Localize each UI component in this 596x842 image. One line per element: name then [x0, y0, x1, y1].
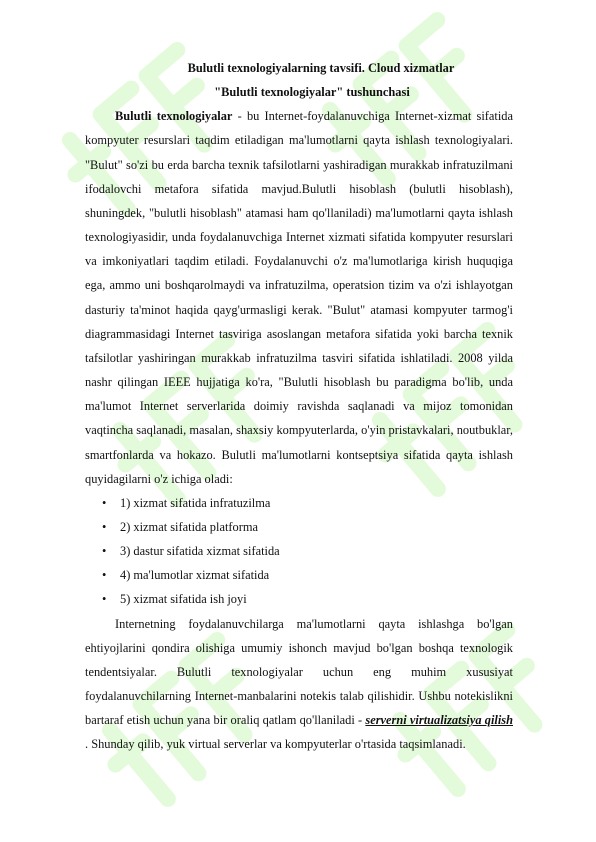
list-item-text: 2) xizmat sifatida platforma: [120, 519, 258, 534]
service-model-list: [85, 491, 513, 612]
list-item: [85, 539, 513, 563]
bullet-icon: •: [102, 495, 107, 510]
list-item: [85, 563, 513, 587]
bullet-icon: •: [102, 568, 107, 583]
bullet-icon: •: [102, 544, 107, 559]
bullet-icon: •: [102, 519, 107, 534]
list-item-text: 3) dastur sifatida xizmat sifatida: [120, 544, 280, 559]
server-virtualization-link[interactable]: serverni virtualizatsiya qilish: [365, 713, 513, 728]
list-item-text: 4) ma'lumotlar xizmat sifatida: [120, 568, 270, 583]
intro-term: Bulutli texnologiyalar: [115, 109, 233, 124]
list-item-text: 1) xizmat sifatida infratuzilma: [120, 495, 271, 510]
list-item: [85, 515, 513, 539]
closing-text-before: Internetning foydalanuvchilarga ma'lumotlarni qayta ishlashga bo'lgan ehtiyojlarini qondira olishiga umumiy ishonch mavjud bo'lgan boshqa texnologik tendentsiyalar. Bulutli texnologiyalar uchun eng muhim xususiyat foydalanuvchilarning Internet-manbalarini notekis talab qilishidir. Ushbu notekislikni bartaraf etish uchun yana bir oraliq qatlam qo'llaniladi -: [85, 616, 513, 728]
section-heading: "Bulutli texnologiyalar" tushunchasi: [214, 85, 410, 100]
intro-text: - bu Internet-foydalanuvchiga Internet-xizmat sifatida kompyuter resurslari taqdim etiladigan ma'lumotlarni qayta ishlash texnologiyalari. "Bulut" so'zi bu erda barcha texnik tafsilotlarni yashiradigan murakkab infratuzilmani ifodalovchi metafora sifatida mavjud.Bulutli hisoblash (bulutli hisoblash), shuningdek, "bulutli hisoblash" atamasi ham qo'llaniladi) ma'lumotlarni qayta ishlash texnologiyasidir, unda foydalanuvchiga Internet xizmati sifatida kompyuter resurslari va imkoniyatlari taqdim etiladi. Foydalanuvchi o'z ma'lumotlariga kirish huquqiga ega, ammo uni boshqarolmaydi va infratuzilma, operatsion tizim va o'zi ishlayotgan dasturiy ta'minot haqida qayg'urmasligi kerak. "Bulut" atamasi kompyuter tarmog'i diagrammasidagi Internet tasviriga asoslangan metafora sifatida yoki barcha texnik tafsilotlar yashiringan murakkab infratuzilma tasviri sifatida ishlatiladi. 2008 yilda nashr qilingan IEEE hujjatiga ko'ra, "Bulutli hisoblash bu paradigma bo'lib, unda ma'lumot Internet serverlarida doimiy ravishda saqlanadi va mijoz tomonidan vaqtincha saqlanadi, masalan, shaxsiy kompyuterlarda, o'yin pristavkalari, noutbuklar, smartfonlarda va hokazo. Bulutli ma'lumotlarni kontseptsiya sifatida qayta ishlash quyidagilarni o'z ichiga oladi:: [85, 109, 514, 486]
document-page: [85, 56, 513, 757]
list-item-text: 5) xizmat sifatida ish joyi: [120, 592, 247, 607]
list-item: [85, 491, 513, 515]
list-item: [85, 587, 513, 611]
closing-paragraph: [85, 612, 513, 757]
bullet-icon: •: [102, 592, 107, 607]
intro-paragraph: [85, 104, 513, 491]
document-title: Bulutli texnologiyalarning tavsifi. Cloud xizmatlar: [187, 61, 455, 75]
closing-text-after: . Shunday qilib, yuk virtual serverlar va kompyuterlar o'rtasida taqsimlanadi.: [85, 737, 466, 752]
